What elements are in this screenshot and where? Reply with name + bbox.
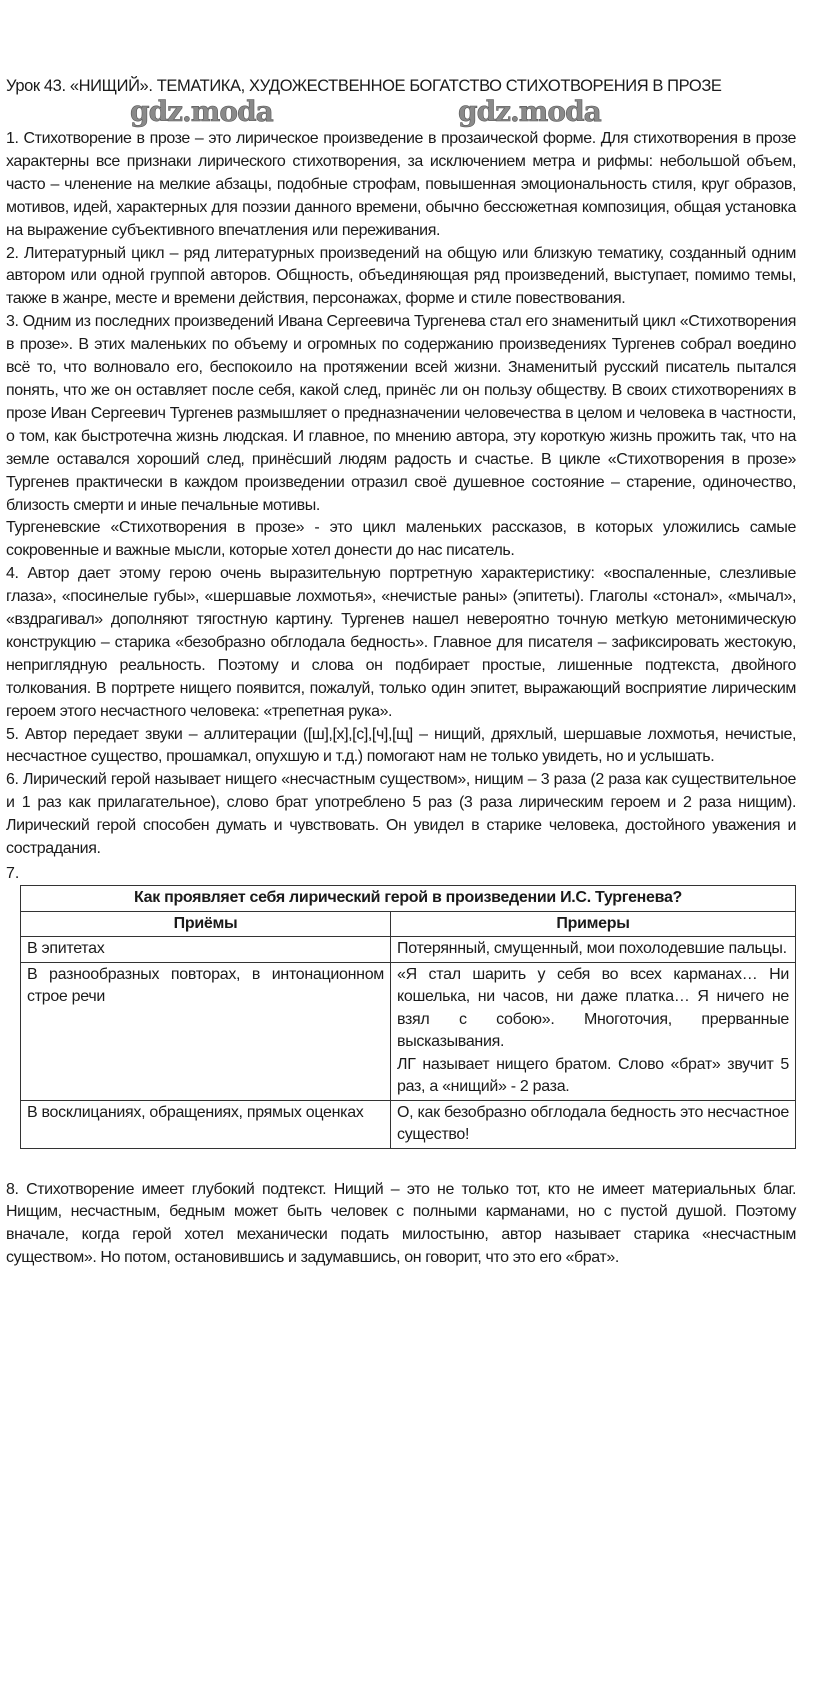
table-cell: В восклицаниях, обращениях, прямых оценках [21,1100,391,1148]
table-header: Приёмы [21,911,391,937]
paragraph-8: 8. Стихотворение имеет глубокий подтекст. Нищий – это не только тот, кто не имеет материальных благ. Нищим, несчастным, бедным может быть человек с полными карманами, но с пустой душой. Поэтому вначале, когда герой хотел механически подать милостыню, автор называет старика «несчастным существом». Но потом, остановившись и задумавшись, он говорит, что это его «брат». [6,1180,796,1267]
watermark: gdz.moda [458,95,601,128]
page-title: Урок 43. «НИЩИЙ». ТЕМАТИКА, ХУДОЖЕСТВЕННОЕ БОГАТСТВО СТИХОТВОРЕНИЯ В ПРОЗЕ [6,77,722,95]
watermark-row [6,96,796,128]
table-row [21,1100,796,1148]
table-row [21,937,796,963]
answers-1-6 [6,128,796,861]
paragraph-4: 4. Автор дает этому герою очень выразительную портретную характеристику: «воспаленные, слезливые глаза», «посинелые губы», «шершавые лохмотья», «нечистые раны» (эпитеты). Глаголы «стонал», «мычал», «вздрагивал» дополняют тягостную картину. Тургенев нашел невероятно точную метkую метонимическую конструкцию – старика «безобразно обглодала бедность». Главное для писателя – зафиксировать жестокую, неприглядную реальность. Поэтому и слова он подбирает простые, лишенные подтекста, двойного толкования. В портрете нищего появится, пожалуй, только один эпитет, выражающий восприятие лирическим героем этого несчастного человека: «трепетная рука». [6,565,796,720]
paragraph-6: 6. Лирический герой называет нищего «несчастным существом», нищим – 3 раза (2 раза как существительное и 1 раз как прилагательное), слово брат употреблено 5 раз (3 раза лирическим героем и 2 раза нищим). Лирический герой способен думать и чувствовать. Он увидел в старике человека, достойного уважения и сострадания. [6,771,796,858]
table-cell: В разнообразных повторах, в интонационном строе речи [21,962,391,1100]
paragraph-5: 5. Автор передает звуки – аллитерации ([ш],[х],[с],[ч],[щ] – нищий, дряхлый, шершавые лохмотья, нечистые, несчастное существо, прошамкал, опухшую и т.д.) помогают нам не только увидеть, но и услышать. [6,725,796,766]
table-cell: Потерянный, смущенный, мои похолодевшие пальцы. [391,937,796,963]
table-cell: О, как безобразно обглодала бедность это несчастное существо! [391,1100,796,1148]
table-caption: Как проявляет себя лирический герой в произведении И.С. Тургенева? [21,886,796,912]
paragraph-3b: Тургеневские «Стихотворения в прозе» - это цикл маленьких рассказов, в которых уложились самые сокровенные и важные мысли, которые хотел донести до нас писатель. [6,519,796,560]
paragraph-1: 1. Стихотворение в прозе – это лирическое произведение в прозаической форме. Для стихотворения в прозе характерны все признаки лирического стихотворения, за исключением метра и рифмы: небольшой объем, часто – членение на мелкие абзацы, подобные строфам, повышенная эмоциональность стиля, круг образов, мотивов, идей, характерных для поэзии данного времени, обычно бессюжетная композиция, общая установка на выражение субъективного впечатления или переживания. [6,130,796,239]
table-row [21,962,796,1100]
watermark: gdz.moda [130,95,273,128]
item-7-number: 7. [6,865,20,882]
paragraph-3: 3. Одним из последних произведений Ивана Сергеевича Тургенева стал его знаменитый цикл «Стихотворения в прозе». В этих маленьких по объему и огромных по содержанию произведениях Тургенев собрал воедино всё то, что волновало его, беспокоило на протяжении всей жизни. Знаменитый русский писатель пытался понять, что же он оставляет после себя, какой след, принёс ли он пользу обществу. В своих стихотворениях в прозе Иван Сергеевич Тургенев размышляет о предназначении человечества в целом и человека в частности, о том, как быстротечна жизнь людская. И главное, по мнению автора, эту короткую жизнь прожить так, что на земле оставался хороший след, принёсший людям радость и счастье. В цикле «Стихотворения в прозе» Тургенев практически в каждом произведении отразил своё душевное состояние – старение, одиночество, близость смерти и иные печальные мотивы. [6,313,796,514]
paragraph-2: 2. Литературный цикл – ряд литературных произведений на общую или близкую тематику, созданный одним автором или одной группой авторов. Общность, объединяющая ряд произведений, выступает, помимо темы, также в жанре, месте и времени действия, персонажах, форме и стиле повествования. [6,244,796,308]
table-cell: В эпитетах [21,937,391,963]
table-header: Примеры [391,911,796,937]
table-cell: «Я стал шарить у себя во всех карманах… Ни кошелька, ни часов, ни даже платка… Я ничего не взял с собою». Многоточия, прерванные высказывания. ЛГ называет нищего братом. Слово «брат» звучит 5 раз, а «нищий» - 2 раза. [391,962,796,1100]
techniques-table [20,885,796,1149]
